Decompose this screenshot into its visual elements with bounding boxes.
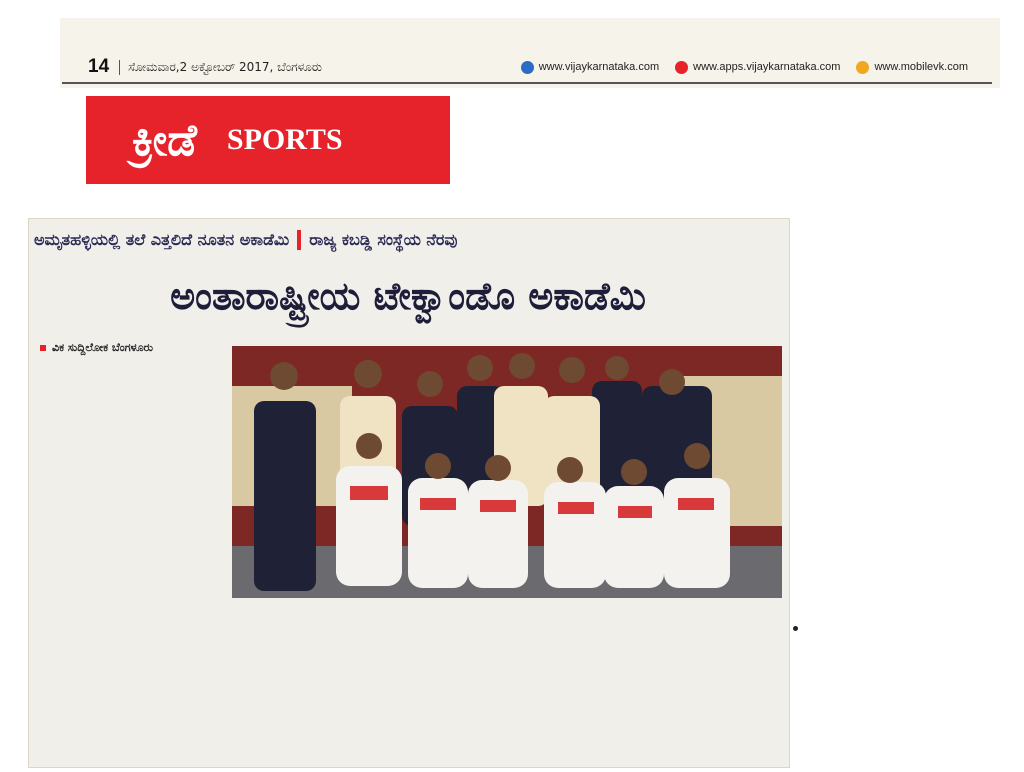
page-number: 14: [88, 56, 110, 77]
apps-link[interactable]: [675, 61, 840, 74]
mobile-link[interactable]: [856, 61, 968, 74]
kicker: [34, 224, 782, 256]
globe-icon: [521, 61, 534, 74]
mobile-icon: [856, 61, 869, 74]
mobile-link-text: www.mobilevk.com: [874, 61, 968, 73]
byline-marker: [40, 345, 46, 351]
kicker-left: ಅಮೃತಹಳ್ಳಿಯಲ್ಲಿ ತಲೆ ಎತ್ತಲಿದೆ ನೂತನ ಅಕಾಡೆಮಿ: [34, 230, 290, 249]
masthead: [62, 52, 992, 84]
kicker-separator: [297, 230, 301, 250]
apps-link-text: www.apps.vijaykarnataka.com: [693, 61, 841, 73]
continuation-dot: [793, 626, 798, 631]
byline-text: ವಿಕ ಸುದ್ದಿಲೋಕ ಬೆಂಗಳೂರು: [52, 341, 153, 354]
article-photo: [232, 346, 782, 598]
section-banner: [86, 96, 450, 184]
byline: [40, 340, 153, 356]
photo-illustration: [232, 346, 782, 598]
section-title-kannada: ಕ್ರೀಡೆ: [132, 114, 197, 166]
headline: ಅಂತಾರಾಷ್ಟ್ರೀಯ ಟೇಕ್ವಾಂಡೊ ಅಕಾಡೆಮಿ: [170, 273, 646, 318]
apps-icon: [675, 61, 688, 74]
website-link[interactable]: [521, 61, 659, 74]
website-link-text: www.vijaykarnataka.com: [538, 61, 660, 73]
website-links: [521, 61, 968, 74]
section-title-english: SPORTS: [226, 123, 343, 156]
dateline: ಸೋಮವಾರ,2 ಅಕ್ಟೋಬರ್ 2017, ಬೆಂಗಳೂರು: [119, 60, 322, 75]
kicker-right: ರಾಜ್ಯ ಕಬಡ್ಡಿ ಸಂಸ್ಥೆಯ ನೆರವು: [309, 230, 458, 249]
